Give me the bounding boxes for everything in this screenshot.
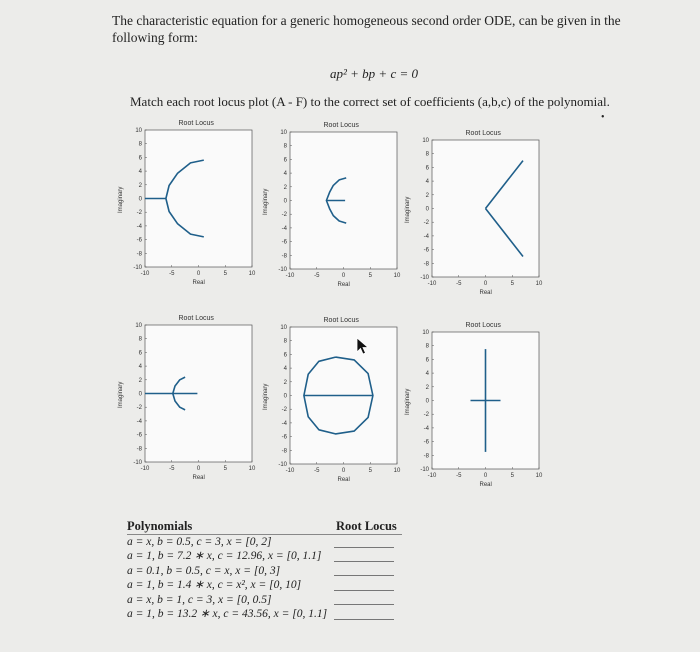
polynomial-item: a = x, b = 0.5, c = 3, x = [0, 2] [127, 536, 272, 548]
x-tick-label: -10 [285, 468, 295, 474]
x-tick-label: 10 [248, 271, 256, 277]
characteristic-equation: ap² + bp + c = 0 [330, 66, 418, 81]
x-axis-label: Real [479, 482, 492, 488]
x-tick-label: 0 [196, 466, 201, 472]
y-tick-label: 8 [283, 338, 287, 345]
x-tick-label: 10 [535, 473, 543, 479]
bullet-dot: • [601, 112, 605, 123]
y-tick-label: 2 [425, 192, 429, 199]
y-tick-label: 4 [283, 366, 287, 373]
polynomial-item: a = 0.1, b = 0.5, c = x, x = [0, 3] [127, 564, 281, 577]
y-tick-label: 2 [425, 384, 429, 391]
polynomial-list [127, 535, 327, 621]
x-tick-label: -5 [456, 281, 462, 287]
x-tick-label: 5 [223, 271, 227, 277]
polynomial-item: a = 1, b = 7.2 ∗ x, c = 12.96, x = [0, 1.1] [127, 550, 322, 563]
plot-title: Root Locus [465, 130, 501, 137]
plot-title: Root Locus [178, 120, 214, 127]
y-tick-label: 6 [283, 352, 287, 359]
y-tick-label: 6 [283, 157, 287, 164]
y-tick-label: 8 [425, 151, 429, 158]
plot-canvas [120, 317, 255, 477]
x-tick-label: -10 [427, 281, 437, 287]
y-tick-label: 2 [138, 182, 142, 189]
y-tick-label: 10 [422, 138, 429, 144]
plot-title: Root Locus [465, 322, 501, 329]
plot-title: Root Locus [323, 122, 359, 129]
plot-canvas [265, 319, 400, 479]
root-locus-plot [405, 130, 543, 296]
y-axis-label: Imaginary [405, 196, 411, 223]
root-locus-plot [263, 122, 401, 288]
y-tick-label: 6 [425, 165, 429, 172]
y-tick-label: -8 [423, 261, 429, 268]
plot-canvas [407, 132, 542, 292]
polynomials-header: Polynomials [127, 519, 193, 533]
x-tick-label: 5 [368, 468, 372, 474]
x-tick-label: 0 [483, 281, 488, 287]
intro-text: The characteristic equation for a generic homogeneous second order ODE, can be given in the following form: [112, 13, 621, 45]
y-tick-label: -10 [420, 275, 429, 281]
root-locus-header: Root Locus [336, 519, 397, 533]
y-tick-label: 0 [283, 198, 287, 205]
x-tick-label: -10 [140, 466, 150, 472]
y-tick-label: 10 [422, 330, 429, 336]
y-tick-label: -2 [136, 210, 142, 217]
x-tick-label: -5 [456, 473, 462, 479]
y-axis-label: Imaginary [405, 388, 411, 415]
x-axis-label: Real [337, 282, 350, 288]
y-tick-label: -8 [281, 253, 287, 260]
y-tick-label: 0 [425, 206, 429, 213]
x-tick-label: -5 [314, 273, 320, 279]
x-tick-label: -10 [427, 473, 437, 479]
y-tick-label: -6 [423, 439, 429, 446]
y-tick-label: 4 [283, 171, 287, 178]
answer-blank[interactable] [334, 575, 394, 576]
y-tick-label: -8 [423, 453, 429, 460]
y-tick-label: -2 [136, 405, 142, 412]
y-tick-label: -6 [281, 239, 287, 246]
x-axis-label: Real [192, 280, 205, 286]
x-tick-label: 5 [223, 466, 227, 472]
y-tick-label: -6 [281, 434, 287, 441]
y-tick-label: 2 [283, 184, 287, 191]
answer-blank[interactable] [334, 561, 394, 562]
y-tick-label: 8 [138, 141, 142, 148]
x-tick-label: 5 [368, 273, 372, 279]
y-tick-label: 2 [138, 377, 142, 384]
y-axis-label: Imaginary [118, 381, 124, 408]
y-tick-label: -2 [281, 407, 287, 414]
y-axis-label: Imaginary [263, 188, 269, 215]
x-tick-label: -5 [169, 466, 175, 472]
y-tick-label: 4 [425, 371, 429, 378]
plot-title: Root Locus [178, 315, 214, 322]
y-tick-label: 6 [425, 357, 429, 364]
x-tick-label: 10 [393, 273, 401, 279]
y-axis-label: Imaginary [263, 383, 269, 410]
root-locus-plot [405, 322, 543, 488]
x-tick-label: -5 [314, 468, 320, 474]
answer-blank[interactable] [334, 619, 394, 620]
y-tick-label: -2 [423, 220, 429, 227]
match-instruction: Match each root locus plot (A - F) to the correct set of coefficients (a,b,c) of the polynomial. [130, 94, 610, 109]
y-tick-label: -6 [423, 247, 429, 254]
y-tick-label: 0 [425, 398, 429, 405]
root-locus-plot [118, 315, 256, 481]
y-tick-label: -8 [136, 251, 142, 258]
y-tick-label: -10 [278, 267, 287, 273]
y-tick-label: 8 [283, 143, 287, 150]
y-tick-label: 6 [138, 350, 142, 357]
y-axis-label: Imaginary [118, 186, 124, 213]
y-tick-label: -4 [281, 420, 287, 427]
y-tick-label: 4 [138, 169, 142, 176]
x-tick-label: 10 [248, 466, 256, 472]
x-axis-label: Real [479, 290, 492, 296]
x-tick-label: 0 [483, 473, 488, 479]
answer-blank[interactable] [334, 547, 394, 548]
y-tick-label: 4 [138, 364, 142, 371]
y-tick-label: 10 [135, 128, 142, 134]
mouse-cursor-icon [356, 337, 370, 355]
y-tick-label: -4 [136, 418, 142, 425]
x-tick-label: 5 [510, 281, 514, 287]
y-tick-label: 8 [425, 343, 429, 350]
y-tick-label: 8 [138, 336, 142, 343]
plot-canvas [265, 124, 400, 284]
x-tick-label: -10 [285, 273, 295, 279]
y-tick-label: 10 [280, 130, 287, 136]
x-tick-label: 0 [196, 271, 201, 277]
y-tick-label: -10 [133, 460, 142, 466]
y-tick-label: -2 [281, 212, 287, 219]
x-tick-label: -10 [140, 271, 150, 277]
y-tick-label: -6 [136, 432, 142, 439]
x-tick-label: 0 [341, 468, 346, 474]
y-tick-label: -4 [136, 223, 142, 230]
polynomial-item: a = 1, b = 13.2 ∗ x, c = 43.56, x = [0, 1.1] [127, 608, 328, 621]
answer-blank[interactable] [334, 590, 394, 591]
x-tick-label: 10 [393, 468, 401, 474]
x-tick-label: 0 [341, 273, 346, 279]
polynomial-item: a = x, b = 1, c = 3, x = [0, 0.5] [127, 593, 272, 606]
answer-blank[interactable] [334, 604, 394, 605]
y-tick-label: 2 [283, 379, 287, 386]
x-axis-label: Real [192, 475, 205, 481]
plot-canvas [120, 122, 255, 282]
y-tick-label: -10 [278, 462, 287, 468]
root-locus-plot [263, 317, 401, 483]
plot-canvas [407, 324, 542, 484]
y-tick-label: -8 [281, 448, 287, 455]
y-tick-label: -8 [136, 446, 142, 453]
x-axis-label: Real [337, 477, 350, 483]
x-tick-label: 10 [535, 281, 543, 287]
root-locus-plot [118, 120, 256, 286]
y-tick-label: -10 [133, 265, 142, 271]
x-tick-label: 5 [510, 473, 514, 479]
y-tick-label: 0 [283, 393, 287, 400]
y-tick-label: 4 [425, 179, 429, 186]
y-tick-label: 0 [138, 391, 142, 398]
y-tick-label: -4 [281, 225, 287, 232]
y-tick-label: 0 [138, 196, 142, 203]
y-tick-label: 10 [280, 325, 287, 331]
plot-title: Root Locus [323, 317, 359, 324]
y-tick-label: -4 [423, 425, 429, 432]
y-tick-label: 6 [138, 155, 142, 162]
polynomial-item: a = 1, b = 1.4 ∗ x, c = x², x = [0, 10] [127, 579, 302, 592]
y-tick-label: 10 [135, 323, 142, 329]
y-tick-label: -6 [136, 237, 142, 244]
y-tick-label: -2 [423, 412, 429, 419]
y-tick-label: -4 [423, 233, 429, 240]
y-tick-label: -10 [420, 467, 429, 473]
x-tick-label: -5 [169, 271, 175, 277]
